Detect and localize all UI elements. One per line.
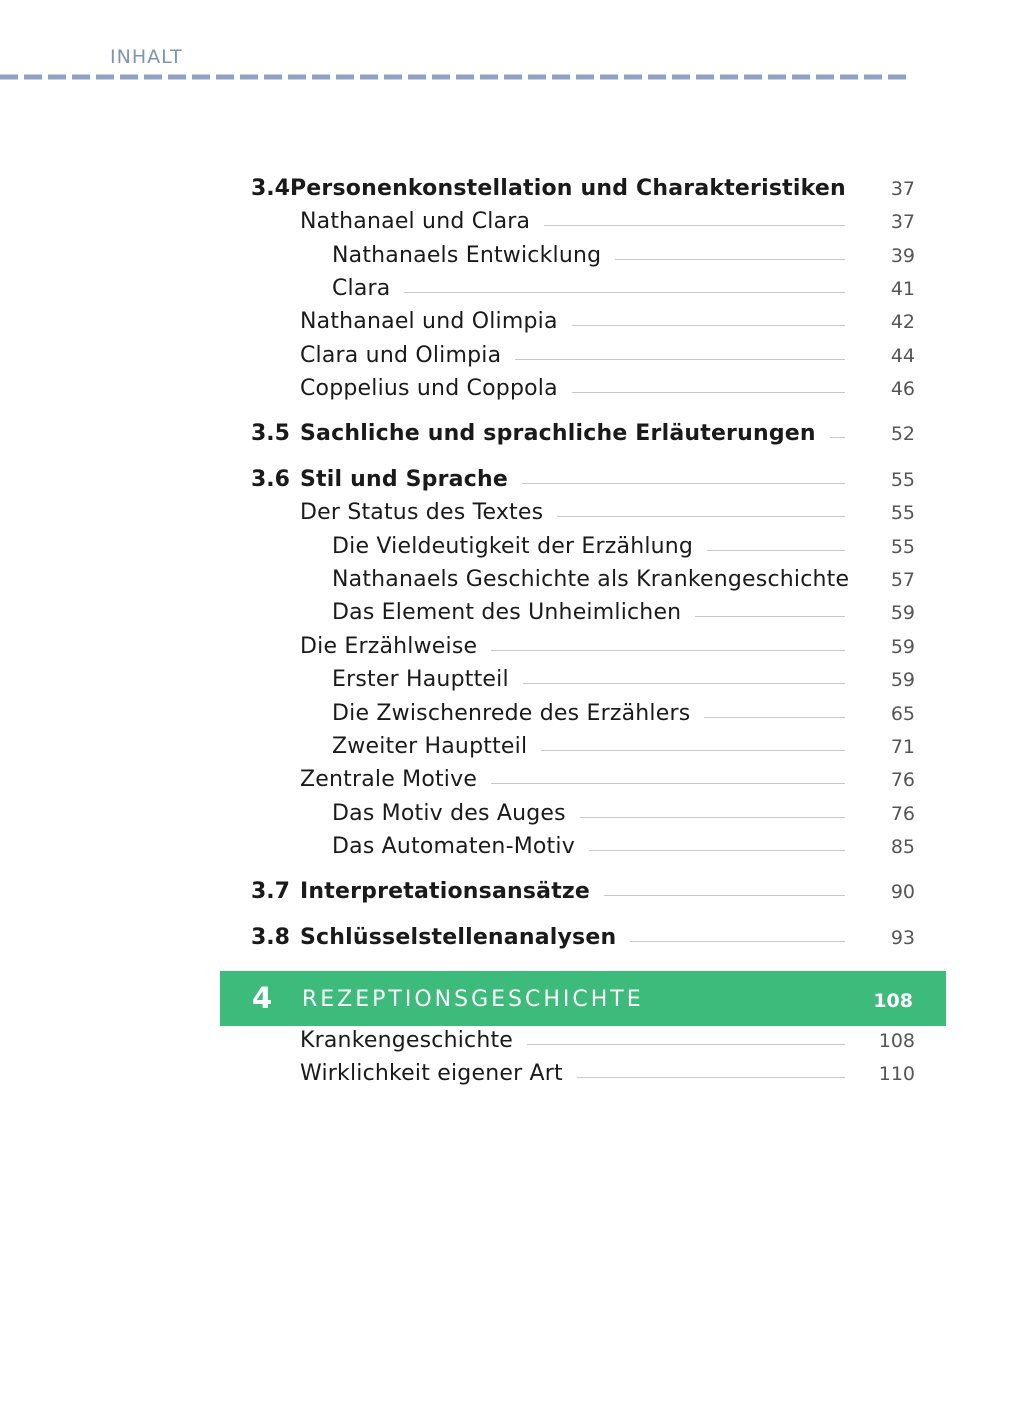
toc-entry-page: 37: [890, 178, 915, 200]
toc-entry-label: Erster Hauptteil: [332, 667, 509, 692]
toc-entry[interactable]: [332, 567, 915, 597]
toc-entry-label: Die Zwischenrede des Erzählers: [332, 701, 691, 726]
toc-entry[interactable]: [251, 925, 915, 955]
toc-leader-line: [515, 359, 845, 360]
toc-entry-label: Coppelius und Coppola: [300, 376, 558, 401]
toc-entry-page: 57: [890, 569, 915, 591]
toc-entry-label: Krankengeschichte: [300, 1028, 514, 1053]
toc-entry[interactable]: [251, 467, 915, 497]
toc-entry-number: 3.5: [251, 421, 290, 446]
toc-entry-label: Der Status des Textes: [300, 500, 544, 525]
toc-entry[interactable]: [332, 801, 915, 831]
toc-entry-label: Das Automaten-Motiv: [332, 834, 575, 859]
toc-entry[interactable]: [251, 879, 915, 909]
toc-entry-label: Schlüsselstellenanalysen: [300, 925, 617, 950]
toc-leader-line: [572, 325, 845, 326]
toc-entry[interactable]: [300, 1028, 915, 1058]
toc-entry-page: 41: [890, 278, 915, 300]
toc-entry-label: Nathanaels Geschichte als Krankengeschichte: [332, 567, 850, 592]
toc-entry[interactable]: [300, 376, 915, 406]
toc-leader-line: [704, 717, 845, 718]
toc-leader-line: [572, 392, 845, 393]
toc-entry-page: 55: [890, 536, 915, 558]
toc-entry-page: 93: [890, 927, 915, 949]
toc-entry-number: 3.7: [251, 879, 290, 904]
chapter-number: 4: [252, 981, 273, 1015]
toc-entry[interactable]: [300, 309, 915, 339]
toc-leader-line: [604, 895, 845, 896]
toc-entry-page: 71: [890, 736, 915, 758]
toc-entry-number: 3.6: [251, 467, 290, 492]
toc-leader-line: [523, 683, 845, 684]
toc-leader-line: [695, 616, 845, 617]
toc-entry-page: 85: [890, 836, 915, 858]
toc-entry-number: 3.8: [251, 925, 290, 950]
toc-entry-page: 90: [890, 881, 915, 903]
toc-entry-page: 76: [890, 803, 915, 825]
toc-leader-line: [830, 437, 845, 438]
toc-entry-page: 65: [890, 703, 915, 725]
toc-entry-page: 59: [890, 636, 915, 658]
toc-entry[interactable]: [332, 834, 915, 864]
toc-entry[interactable]: [332, 243, 915, 273]
toc-entry-page: 59: [890, 669, 915, 691]
chapter-page: 108: [873, 990, 913, 1012]
toc-leader-line: [707, 550, 845, 551]
toc-entry-label: Sachliche und sprachliche Erläuterungen: [300, 421, 816, 446]
toc-leader-line: [491, 650, 845, 651]
toc-entry-label: Nathanaels Entwicklung: [332, 243, 602, 268]
toc-entry-page: 42: [890, 311, 915, 333]
toc-entry-label: Clara: [332, 276, 391, 301]
toc-entry[interactable]: [300, 500, 915, 530]
toc-entry[interactable]: [332, 734, 915, 764]
chapter-heading-bar[interactable]: [220, 971, 946, 1026]
toc-entry-page: 76: [890, 769, 915, 791]
toc-leader-line: [491, 783, 845, 784]
toc-leader-line: [544, 225, 845, 226]
toc-entry[interactable]: [300, 767, 915, 797]
toc-entry-page: 46: [890, 378, 915, 400]
toc-entry[interactable]: [332, 600, 915, 630]
toc-entry[interactable]: [300, 634, 915, 664]
toc-entry-label: Zentrale Motive: [300, 767, 478, 792]
toc-entry-label: Das Element des Unheimlichen: [332, 600, 682, 625]
toc-entry-page: 37: [890, 211, 915, 233]
toc-entry-label: Clara und Olimpia: [300, 343, 502, 368]
toc-entry[interactable]: [300, 209, 915, 239]
toc-entry-page: 44: [890, 345, 915, 367]
running-header: INHALT: [110, 46, 183, 68]
toc-entry-page: 39: [890, 245, 915, 267]
toc-entry[interactable]: [332, 276, 915, 306]
toc-entry[interactable]: [332, 667, 915, 697]
header-dashed-rule: [0, 74, 906, 80]
toc-entry-label: Stil und Sprache: [300, 467, 508, 492]
toc-entry-label: Zweiter Hauptteil: [332, 734, 528, 759]
toc-entry-page: 52: [890, 423, 915, 445]
toc-entry[interactable]: [332, 701, 915, 731]
toc-entry-number: 3.4: [251, 176, 290, 201]
toc-entry-label: Personenkonstellation und Charakteristiken: [289, 176, 846, 201]
toc-leader-line: [527, 1044, 845, 1045]
toc-entry-label: Das Motiv des Auges: [332, 801, 566, 826]
toc-leader-line: [630, 941, 845, 942]
toc-leader-line: [522, 483, 845, 484]
toc-leader-line: [557, 516, 845, 517]
toc-entry-label: Wirklichkeit eigener Art: [300, 1061, 563, 1086]
toc-entry-label: Die Erzählweise: [300, 634, 478, 659]
toc-entry-page: 55: [890, 502, 915, 524]
toc-entry-label: Die Vieldeutigkeit der Erzählung: [332, 534, 694, 559]
toc-leader-line: [580, 817, 845, 818]
toc-leader-line: [615, 259, 845, 260]
toc-entry[interactable]: [251, 421, 915, 451]
toc-entry[interactable]: [332, 534, 915, 564]
toc-leader-line: [404, 292, 845, 293]
toc-entry-label: Interpretationsansätze: [300, 879, 591, 904]
chapter-title: REZEPTIONSGESCHICHTE: [302, 987, 644, 1012]
toc-entry-label: Nathanael und Olimpia: [300, 309, 558, 334]
toc-entry-page: 108: [878, 1030, 915, 1052]
toc-leader-line: [577, 1077, 845, 1078]
toc-leader-line: [541, 750, 845, 751]
toc-entry-page: 55: [890, 469, 915, 491]
toc-entry-page: 110: [878, 1063, 915, 1085]
toc-leader-line: [589, 850, 845, 851]
toc-entry[interactable]: [300, 343, 915, 373]
toc-entry-label: Nathanael und Clara: [300, 209, 531, 234]
toc-entry[interactable]: [251, 176, 915, 206]
toc-entry[interactable]: [300, 1061, 915, 1091]
toc-entry-page: 59: [890, 602, 915, 624]
